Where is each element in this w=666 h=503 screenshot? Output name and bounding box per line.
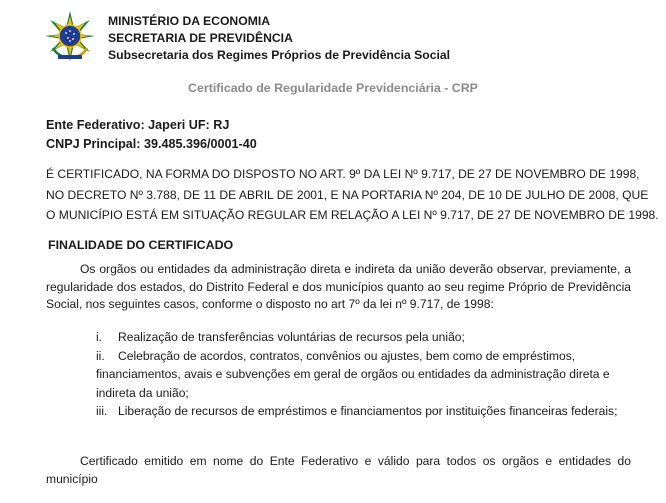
subsecretariat-name: Subsecretaria dos Regimes Próprios de Previdência Social xyxy=(108,48,451,62)
purpose-heading: FINALIDADE DO CERTIFICADO xyxy=(48,238,234,252)
document-title: Certificado de Regularidade Previdenciária - CRP xyxy=(188,81,478,95)
certified-line: O MUNICÍPIO ESTÁ EM SITUAÇÃO REGULAR EM RELAÇÃO A LEI Nº 9.717, DE 27 DE NOVEMBRO DE 1998. xyxy=(46,208,659,222)
list-item-number: iii. xyxy=(96,404,108,418)
list-item-number: ii. xyxy=(96,348,105,363)
ministry-name: MINISTÉRIO DA ECONOMIA xyxy=(108,14,271,28)
purpose-paragraph: Os orgãos ou entidades da administração direta e indireta da união deverão observar, previamente, a regularidade dos estados, do Distrito Federal e dos municípios quanto ao seu regime Próprio de Previdência Social, nos seguintes casos, conforme o disposto no art 7º da lei nº 9.717, de 1998: xyxy=(46,262,631,311)
list-item-text: Celebração de acordos, contratos, convênios ou ajustes, bem como de empréstimos, financiamentos, avais e subvenções em geral de orgãos ou entidades da administração direta e indireta da união; xyxy=(96,348,610,400)
list-item-text: Realização de transferências voluntárias de recursos pela união; xyxy=(118,330,465,344)
list-item xyxy=(96,328,636,347)
list-item-text: Liberação de recursos de empréstimos e financiamentos por instituições financeiras federais; xyxy=(118,404,618,418)
certified-line: É CERTIFICADO, NA FORMA DO DISPOSTO NO ART. 9º DA LEI Nº 9.717, DE 27 DE NOVEMBRO DE 1998, xyxy=(46,167,640,181)
purpose-cases-list xyxy=(96,328,636,421)
certification-statement xyxy=(46,164,659,226)
entity-info xyxy=(46,116,257,154)
certified-line: NO DECRETO Nº 3.788, DE 11 DE ABRIL DE 2001, E NA PORTARIA Nº 204, DE 10 DE JULHO DE 2008, QUE xyxy=(46,187,649,202)
list-item xyxy=(96,402,636,421)
secretariat-name: SECRETARIA DE PREVIDÊNCIA xyxy=(108,31,293,45)
closing-paragraph: Certificado emitido em nome do Ente Federativo e válido para todos os orgãos e entidades do município xyxy=(46,454,631,486)
brazil-coat-of-arms-icon xyxy=(44,10,96,62)
entity-cnpj: CNPJ Principal: 39.485.396/0001-40 xyxy=(46,137,257,151)
list-item-number: i. xyxy=(96,330,103,344)
list-item xyxy=(96,347,636,403)
header xyxy=(44,10,644,66)
entity-federativo: Ente Federativo: Japeri UF: RJ xyxy=(46,118,230,132)
header-text xyxy=(108,13,450,64)
